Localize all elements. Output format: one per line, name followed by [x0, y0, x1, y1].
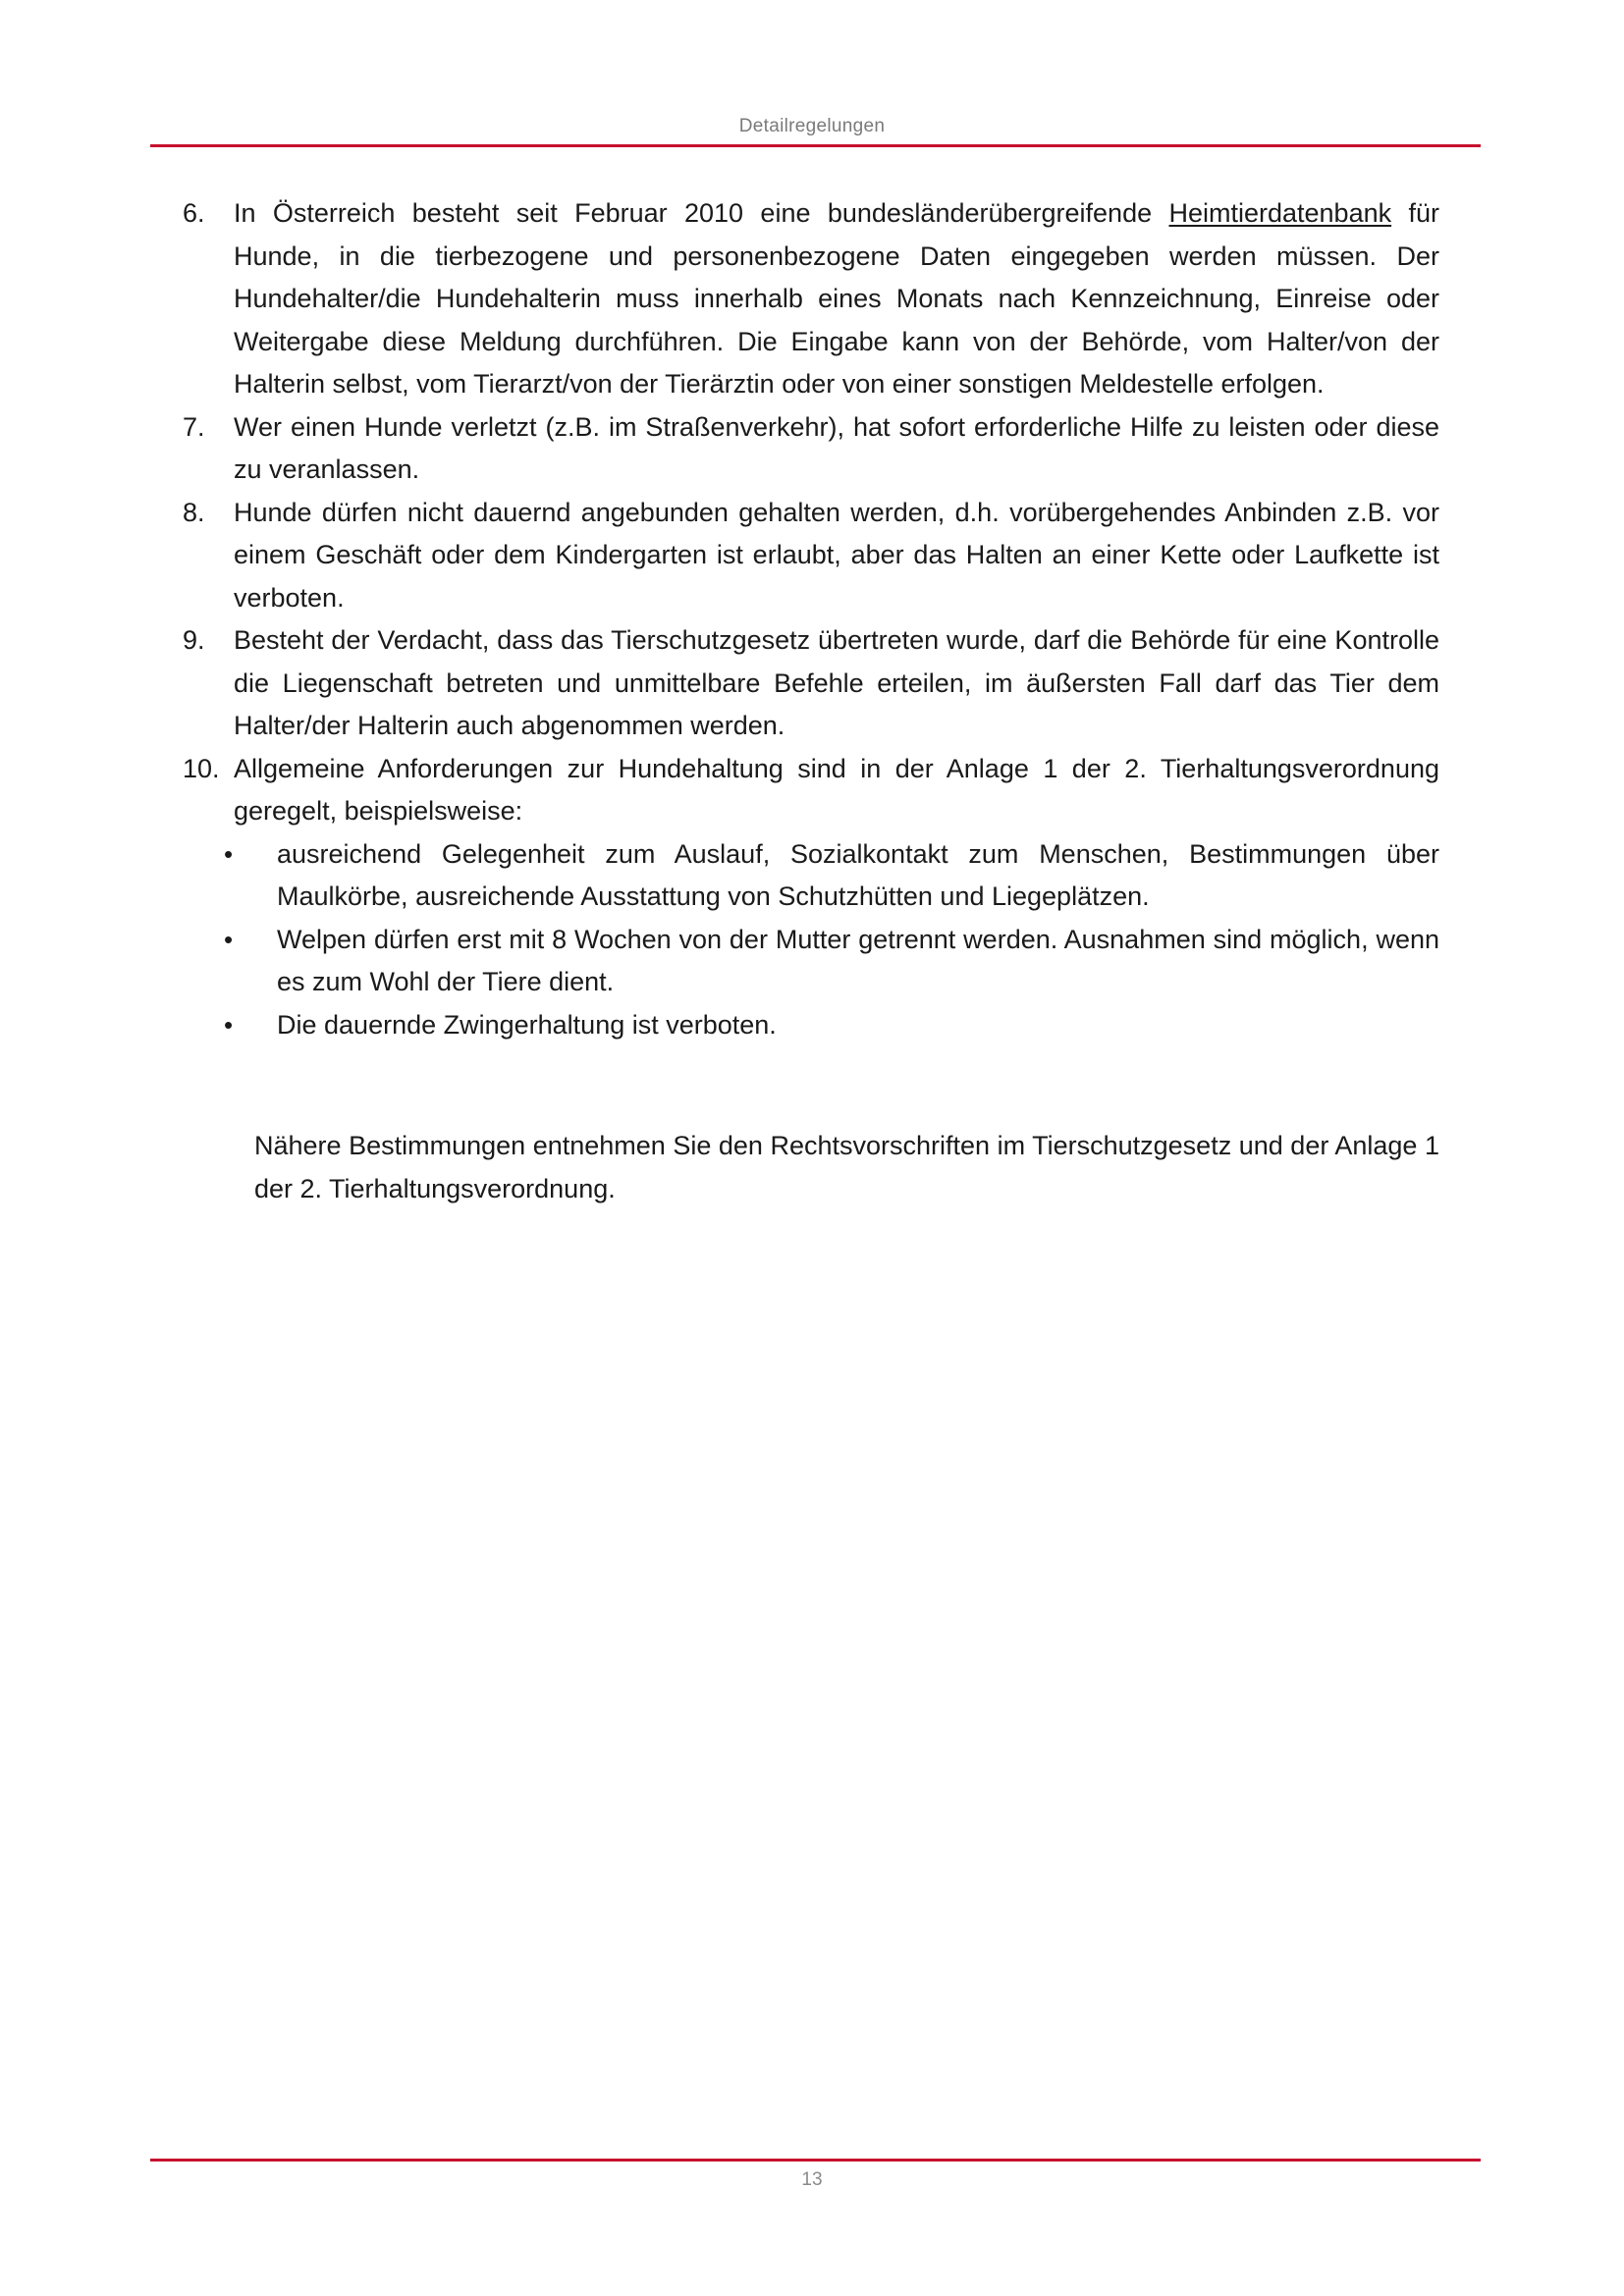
list-item-text: Hunde dürfen nicht dauernd angebunden gehalten werden, d.h. vorübergehendes Anbinden z.B. vor einem Geschäft oder dem Kindergarten ist erlaubt, aber das Halten an einer Kette oder Laufkette ist verboten. — [234, 497, 1439, 613]
list-item — [183, 619, 1439, 748]
bullet-list — [183, 833, 1439, 1047]
bullet-icon: • — [224, 838, 234, 869]
bullet-item — [183, 833, 1439, 919]
bullet-item — [183, 919, 1439, 1004]
bullet-text: Welpen dürfen erst mit 8 Wochen von der Mutter getrennt werden. Ausnahmen sind möglich, wenn es zum Wohl der Tiere dient. — [277, 924, 1439, 996]
list-item — [183, 748, 1439, 833]
list-item — [183, 406, 1439, 492]
list-item-text: für Hunde, in die tierbezogene und personenbezogene Daten eingegeben werden müssen. Der Hundehalter/die Hundehalterin muss innerhalb eines Monats nach Kennzeichnung, Einreise oder Weitergabe diese Meldung durchführen. Die Eingabe kann von der Behörde, vom Halter/von der Halterin selbst, vom Tierarzt/von der Tierärztin oder von einer sonstigen Meldestelle erfolgen. — [234, 198, 1439, 399]
closing-paragraph: Nähere Bestimmungen entnehmen Sie den Rechtsvorschriften im Tierschutzgesetz und der Anlage 1 der 2. Tierhaltungsverordnung. — [254, 1131, 1439, 1203]
running-header: Detailregelungen — [738, 116, 886, 136]
bullet-icon: • — [224, 1009, 234, 1040]
list-item — [183, 192, 1439, 406]
list-item-text: Allgemeine Anforderungen zur Hundehaltung sind in der Anlage 1 der 2. Tierhaltungsverordnung geregelt, beispielsweise: — [234, 753, 1439, 826]
list-item-text: Wer einen Hunde verletzt (z.B. im Straßenverkehr), hat sofort erforderliche Hilfe zu leisten oder diese zu veranlassen. — [234, 411, 1439, 484]
list-item-number: 10. — [183, 753, 220, 783]
numbered-list — [183, 192, 1439, 1046]
list-item-number: 7. — [183, 411, 205, 442]
bullet-text: Die dauernde Zwingerhaltung ist verboten. — [277, 1009, 777, 1040]
header-rule — [150, 144, 1481, 147]
footer-rule — [150, 2159, 1481, 2162]
list-item-number: 8. — [183, 497, 205, 527]
list-item-text: In Österreich besteht seit Februar 2010 eine bundesländerübergreifende — [234, 198, 1169, 228]
list-item-number: 9. — [183, 625, 205, 655]
page-number: 13 — [801, 2169, 823, 2190]
list-item-number: 6. — [183, 198, 205, 228]
heimtierdatenbank-link[interactable]: Heimtierdatenbank — [1168, 198, 1392, 228]
bullet-icon: • — [224, 924, 234, 954]
list-item — [183, 492, 1439, 620]
list-item-text: Besteht der Verdacht, dass das Tierschutzgesetz übertreten wurde, darf die Behörde für eine Kontrolle die Liegenschaft betreten und unmittelbare Befehle erteilen, im äußersten Fall darf das Tier dem Halter/der Halterin auch abgenommen werden. — [234, 625, 1439, 740]
bullet-item — [183, 1004, 1439, 1047]
bullet-text: ausreichend Gelegenheit zum Auslauf, Sozialkontakt zum Menschen, Bestimmungen über Maulkörbe, ausreichende Ausstattung von Schutzhütten und Liegeplätzen. — [277, 838, 1439, 911]
